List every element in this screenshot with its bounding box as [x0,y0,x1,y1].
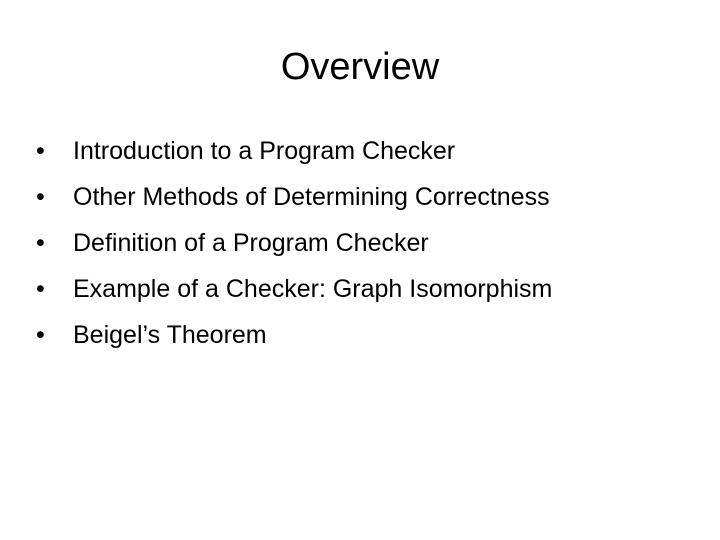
bullet-icon: • [36,229,45,257]
bullet-text: Definition of a Program Checker [73,229,429,257]
bullet-icon: • [36,183,45,211]
list-item [36,223,696,269]
list-item [36,177,696,223]
bullet-icon: • [36,137,45,165]
list-item [36,131,696,177]
list-item [36,269,696,315]
bullet-text: Introduction to a Program Checker [73,137,456,165]
bullet-icon: • [36,321,45,349]
bullet-list [36,131,696,361]
bullet-text: Other Methods of Determining Correctness [73,183,550,211]
bullet-text: Beigel’s Theorem [73,321,267,349]
bullet-icon: • [36,275,45,303]
bullet-text: Example of a Checker: Graph Isomorphism [73,275,553,303]
slide-title: Overview [280,46,440,88]
list-item [36,315,696,361]
